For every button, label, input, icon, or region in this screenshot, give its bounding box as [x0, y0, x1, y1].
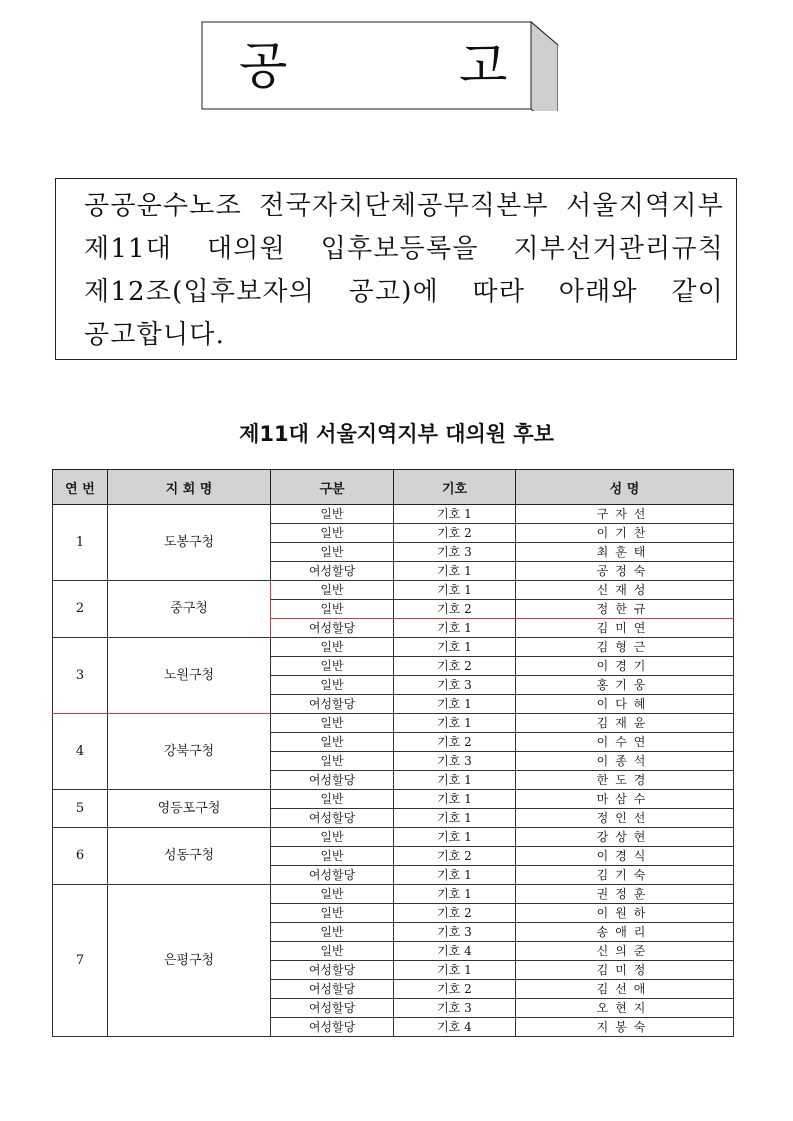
symbol: 기호 1: [394, 581, 516, 600]
symbol: 기호 1: [394, 505, 516, 524]
notice-box: [55, 178, 737, 360]
candidate-table: [52, 469, 734, 1037]
branch-name: 강북구청: [108, 714, 271, 790]
category: 일반: [271, 543, 394, 562]
category: 여성할당: [271, 866, 394, 885]
category: 여성할당: [271, 771, 394, 790]
category: 여성할당: [271, 980, 394, 999]
header-no: 연 번: [53, 470, 108, 505]
candidate-name: 김선애: [516, 980, 734, 999]
symbol: 기호 1: [394, 771, 516, 790]
table-row: [53, 790, 734, 809]
table-row: [53, 828, 734, 847]
candidate-list-title: 제11대 서울지역지부 대의원 후보: [239, 422, 554, 446]
candidate-name: 이원하: [516, 904, 734, 923]
candidate-name: 공정숙: [516, 562, 734, 581]
branch-name: 은평구청: [108, 885, 271, 1037]
category: 일반: [271, 581, 394, 600]
table-row: [53, 885, 734, 904]
candidate-name: 송애리: [516, 923, 734, 942]
category: 여성할당: [271, 809, 394, 828]
table-row: [53, 714, 734, 733]
row-number: 3: [53, 638, 108, 714]
category: 일반: [271, 524, 394, 543]
branch-name: 도봉구청: [108, 505, 271, 581]
candidate-name: 정인선: [516, 809, 734, 828]
category: 일반: [271, 714, 394, 733]
row-number: 5: [53, 790, 108, 828]
candidate-name: 김미연: [516, 619, 734, 638]
category: 여성할당: [271, 695, 394, 714]
category: 여성할당: [271, 961, 394, 980]
category: 일반: [271, 733, 394, 752]
symbol: 기호 1: [394, 638, 516, 657]
category: 일반: [271, 904, 394, 923]
candidate-name: 마삼수: [516, 790, 734, 809]
symbol: 기호 1: [394, 809, 516, 828]
row-number: 1: [53, 505, 108, 581]
symbol: 기호 3: [394, 923, 516, 942]
category: 일반: [271, 847, 394, 866]
table-row: [53, 638, 734, 657]
candidate-name: 홍기웅: [516, 676, 734, 695]
candidate-name: 최훈태: [516, 543, 734, 562]
symbol: 기호 2: [394, 600, 516, 619]
candidate-name: 김형근: [516, 638, 734, 657]
category: 일반: [271, 638, 394, 657]
table-row: [53, 505, 734, 524]
notice-title-box: [201, 21, 558, 109]
category: 여성할당: [271, 1018, 394, 1037]
category: 여성할당: [271, 619, 394, 638]
symbol: 기호 4: [394, 942, 516, 961]
candidate-name: 정한규: [516, 600, 734, 619]
symbol: 기호 2: [394, 904, 516, 923]
category: 일반: [271, 505, 394, 524]
category: 일반: [271, 600, 394, 619]
row-number: 7: [53, 885, 108, 1037]
candidate-name: 신의준: [516, 942, 734, 961]
candidate-name: 김미정: [516, 961, 734, 980]
candidate-name: 이다혜: [516, 695, 734, 714]
candidate-name: 지봉숙: [516, 1018, 734, 1037]
symbol: 기호 3: [394, 999, 516, 1018]
header-category: 구분: [271, 470, 394, 505]
candidate-name: 김재윤: [516, 714, 734, 733]
candidate-name: 오현지: [516, 999, 734, 1018]
category: 일반: [271, 885, 394, 904]
symbol: 기호 1: [394, 714, 516, 733]
category: 일반: [271, 942, 394, 961]
table-header-row: [53, 470, 734, 505]
symbol: 기호 1: [394, 695, 516, 714]
symbol: 기호 1: [394, 885, 516, 904]
row-number: 6: [53, 828, 108, 885]
symbol: 기호 2: [394, 524, 516, 543]
category: 일반: [271, 657, 394, 676]
candidate-name: 이기찬: [516, 524, 734, 543]
header-symbol: 기호: [394, 470, 516, 505]
symbol: 기호 1: [394, 961, 516, 980]
symbol: 기호 4: [394, 1018, 516, 1037]
branch-name: 노원구청: [108, 638, 271, 714]
title-char-right: 고: [459, 37, 508, 95]
candidate-name: 이경식: [516, 847, 734, 866]
category: 일반: [271, 790, 394, 809]
symbol: 기호 3: [394, 543, 516, 562]
symbol: 기호 3: [394, 676, 516, 695]
symbol: 기호 2: [394, 980, 516, 999]
category: 일반: [271, 752, 394, 771]
symbol: 기호 1: [394, 619, 516, 638]
category: 일반: [271, 676, 394, 695]
category: 일반: [271, 923, 394, 942]
symbol: 기호 3: [394, 752, 516, 771]
symbol: 기호 2: [394, 847, 516, 866]
row-number: 2: [53, 581, 108, 638]
symbol: 기호 1: [394, 562, 516, 581]
notice-text: 공공운수노조 전국자치단체공무직본부 서울지역지부 제11대 대의원 입후보등록을 지부선거관리규칙 제12조(입후보자의 공고)에 따라 아래와 같이 공고합니다.: [84, 191, 724, 350]
candidate-name: 이종석: [516, 752, 734, 771]
category: 일반: [271, 828, 394, 847]
candidate-name: 이경기: [516, 657, 734, 676]
candidate-name: 신재성: [516, 581, 734, 600]
branch-name: 중구청: [108, 581, 271, 638]
candidate-name: 강상현: [516, 828, 734, 847]
branch-name: 성동구청: [108, 828, 271, 885]
row-number: 4: [53, 714, 108, 790]
candidate-name: 김기숙: [516, 866, 734, 885]
candidate-name: 구자선: [516, 505, 734, 524]
candidate-name: 한도경: [516, 771, 734, 790]
symbol: 기호 1: [394, 866, 516, 885]
symbol: 기호 2: [394, 733, 516, 752]
table-row: [53, 581, 734, 600]
branch-name: 영등포구청: [108, 790, 271, 828]
candidate-name: 권정훈: [516, 885, 734, 904]
category: 여성할당: [271, 562, 394, 581]
symbol: 기호 2: [394, 657, 516, 676]
category: 여성할당: [271, 999, 394, 1018]
header-branch: 지 회 명: [108, 470, 271, 505]
symbol: 기호 1: [394, 828, 516, 847]
header-name: 성 명: [516, 470, 734, 505]
title-char-left: 공: [239, 37, 288, 95]
symbol: 기호 1: [394, 790, 516, 809]
candidate-name: 이수연: [516, 733, 734, 752]
